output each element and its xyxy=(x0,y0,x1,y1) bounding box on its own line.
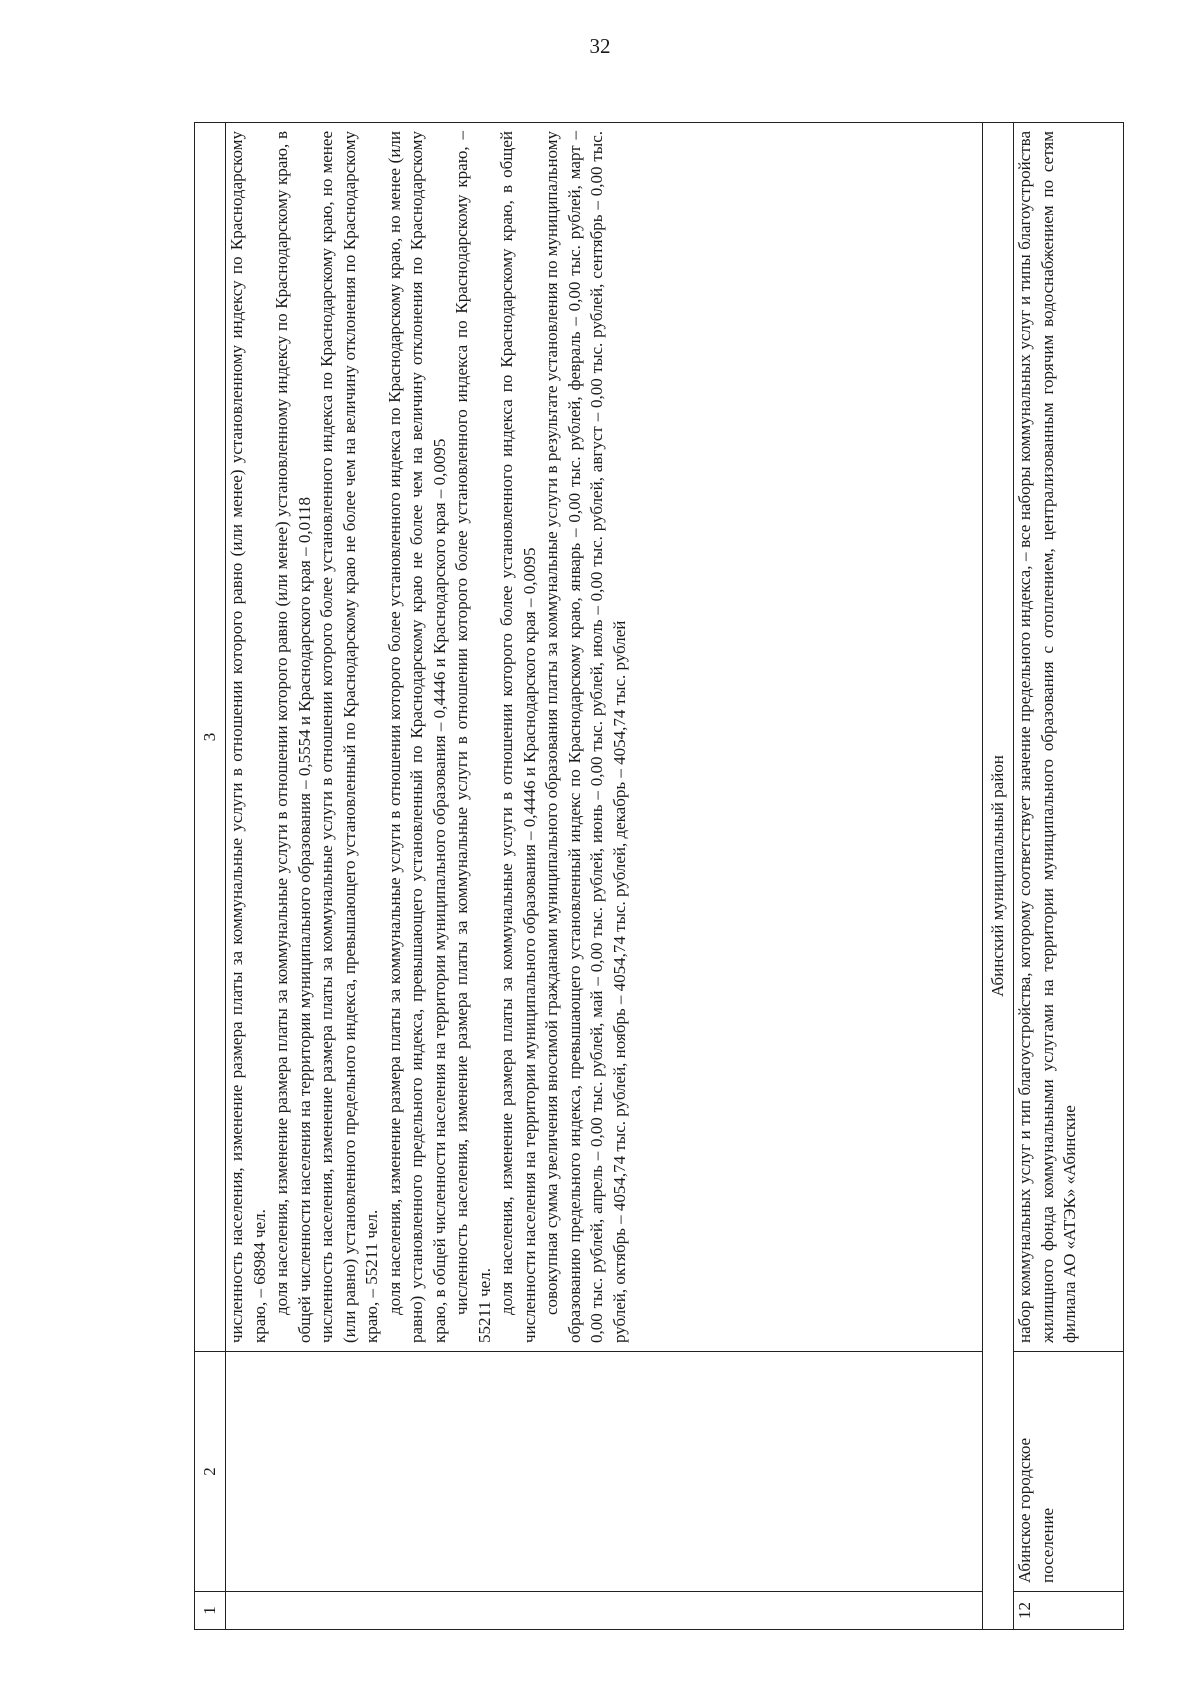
page-number: 32 xyxy=(589,34,611,58)
section-title: Абинский муниципальный район xyxy=(983,123,1014,1630)
table-header-row xyxy=(195,123,226,1630)
section-row xyxy=(983,123,1014,1630)
paragraph: совокупная сумма увеличения вносимой гражданами муниципального образования платы за коммунальные услуги в результате установления по муниципальному образованию предельного индекса, превышающего установленный индекс по Краснодарскому краю, январь – 0,00 тыс. рублей, февраль – 0,00 тыс. рублей, март – 0,00 тыс. рублей, апрель – 0,00 тыс. рублей, май – 0,00 тыс. рублей, июнь – 0,00 тыс. рублей, июль – 0,00 тыс. рублей, август – 0,00 тыс. рублей, сентябрь – 0,00 тыс. рублей, октябрь – 4054,74 тыс. рублей, ноябрь – 4054,74 тыс. рублей, декабрь – 4054,74 тыс. рублей xyxy=(542,131,629,1343)
paragraph: численность населения, изменение размера платы за коммунальные услуги в отношении которого более установленного индекса по Краснодарскому краю, но менее (или равно) установленного предельного индекса, превышающего установленный по Краснодарскому краю не более чем на величину отклонения по Краснодарскому краю, – 55211 чел. xyxy=(317,131,381,1343)
paragraph: доля населения, изменение размера платы за коммунальные услуги в отношении которого равно (или менее) установленному индексу по Краснодарскому краю, в общей численности населения на территории муниципального образования – 0,5554 и Краснодарского края – 0,0118 xyxy=(272,131,314,1343)
row-prev-col-2 xyxy=(226,1352,983,1592)
paragraph: доля населения, изменение размера платы за коммунальные услуги в отношении которого более установленного индекса по Краснодарскому краю, в общей численности населения на территории муниципального образования – 0,4446 и Краснодарского края – 0,0095 xyxy=(497,131,539,1343)
paragraph: набор коммунальных услуг и тип благоустройства, которому соответствует значение предельного индекса, – все наборы коммунальных услуг и типы благоустройства жилищного фонда коммунальными услугами на территории муниципального образования с отоплением, централизованным горячим водоснабжением по сетям филиала АО «АТЭК» «Абинские xyxy=(1015,131,1079,1343)
table-row-previous xyxy=(226,123,983,1630)
row-12-col-2: Абинское городское поселение xyxy=(1014,1352,1124,1592)
header-col-1: 1 xyxy=(195,1592,226,1630)
paragraph: доля населения, изменение размера платы за коммунальные услуги в отношении которого более установленного индекса по Краснодарскому краю, но менее (или равно) установленного предельного индекса, превышающего установленный по Краснодарскому краю не более чем на величину отклонения по Краснодарскому краю, в общей численности населения на территории муниципального образования – 0,4446 и Краснодарского края – 0,0095 xyxy=(384,131,449,1343)
row-prev-col-1 xyxy=(226,1592,983,1630)
rotated-table-container xyxy=(194,122,1124,1630)
indices-table xyxy=(194,122,1124,1630)
header-col-3: 3 xyxy=(195,123,226,1352)
row-12-col-3 xyxy=(1014,123,1124,1352)
row-prev-col-3 xyxy=(226,123,983,1352)
table-row-12 xyxy=(1014,123,1124,1630)
header-col-2: 2 xyxy=(195,1352,226,1592)
paragraph: численность населения, изменение размера платы за коммунальные услуги в отношении которого более установленного индекса по Краснодарскому краю, – 55211 чел. xyxy=(452,131,494,1343)
row-number: 12 xyxy=(1015,1602,1034,1619)
row-12-col-1 xyxy=(1014,1592,1124,1630)
paragraph: численность населения, изменение размера платы за коммунальные услуги в отношении которого равно (или менее) установленному индексу по Краснодарскому краю, – 68984 чел. xyxy=(227,131,269,1343)
